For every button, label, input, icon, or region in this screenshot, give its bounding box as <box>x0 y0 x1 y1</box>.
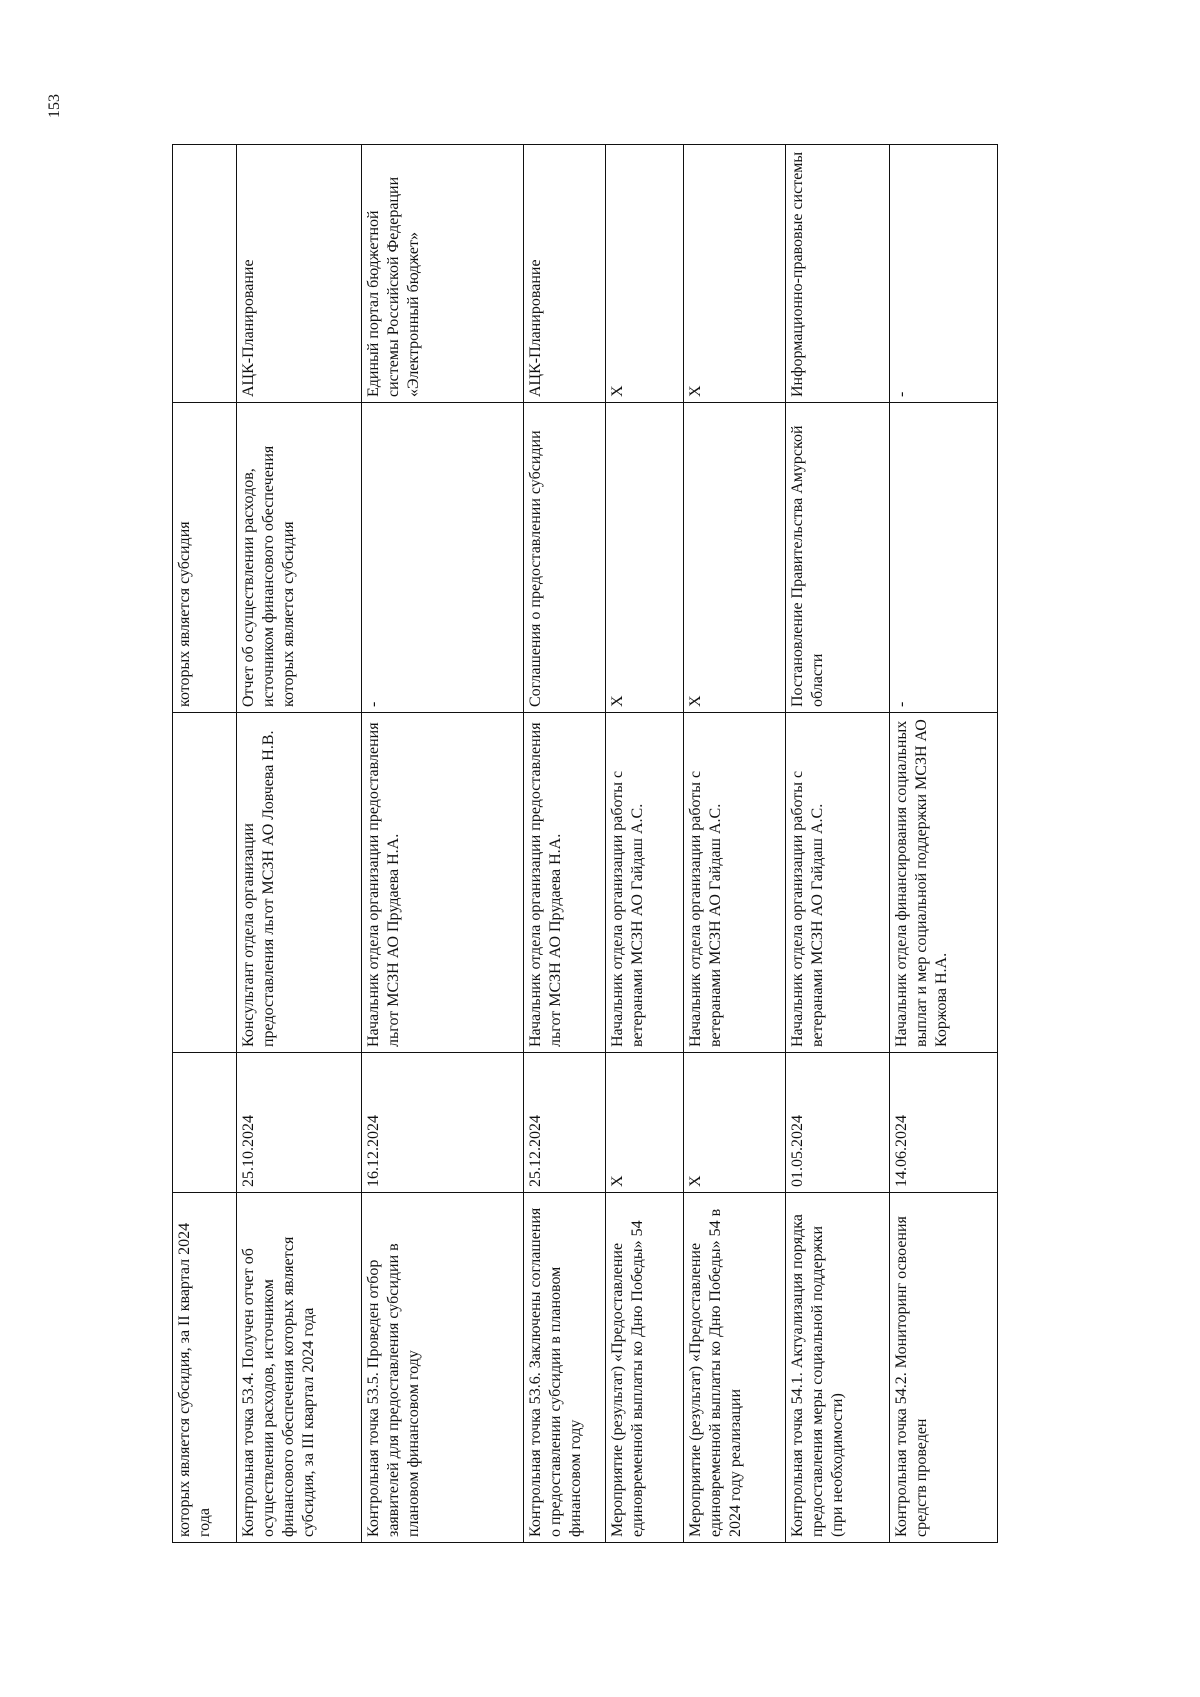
table-cell: Постановление Правительства Амурской области <box>786 403 890 713</box>
table-row <box>684 145 786 1543</box>
table-cell: Начальник отдела организации предоставления льгот МСЗН АО Прудаева Н.А. <box>362 713 524 1053</box>
table-cell: Мероприятие (результат) «Предоставление единовременной выплаты ко Дню Победы» 54 в 2024 году реализации <box>684 1193 786 1543</box>
table-cell: Контрольная точка 53.5. Проведен отбор заявителей для предоставления субсидии в плановом финансовом году <box>362 1193 524 1543</box>
table-cell: Начальник отдела организации работы с ветеранами МСЗН АО Гайдаш А.С. <box>684 713 786 1053</box>
table-cell <box>173 713 237 1053</box>
table-cell: Контрольная точка 53.4. Получен отчет об осуществлении расходов, источником финансового обеспечения которых является субсидия, за III квартал 2024 года <box>237 1193 362 1543</box>
table-row <box>606 145 684 1543</box>
table-cell: 25.10.2024 <box>237 1053 362 1193</box>
table-cell: - <box>362 403 524 713</box>
table-cell: Начальник отдела организации работы с ветеранами МСЗН АО Гайдаш А.С. <box>606 713 684 1053</box>
table-cell: АЦК-Планирование <box>237 145 362 403</box>
table-cell: Х <box>684 403 786 713</box>
table-cell: - <box>890 145 998 403</box>
table-cell: Мероприятие (результат) «Предоставление единовременной выплаты ко Дню Победы» 54 <box>606 1193 684 1543</box>
table-cell: которых является субсидия, за II квартал 2024 года <box>173 1193 237 1543</box>
table-cell: Х <box>606 1053 684 1193</box>
table-row <box>786 145 890 1543</box>
table-cell: Контрольная точка 53.6. Заключены соглашения о предоставлении субсидии в плановом финансовом году <box>524 1193 606 1543</box>
table-cell: Отчет об осуществлении расходов, источником финансового обеспечения которых является субсидия <box>237 403 362 713</box>
table-cell: Х <box>684 145 786 403</box>
table-cell: Х <box>606 403 684 713</box>
table-cell: Соглашения о предоставлении субсидии <box>524 403 606 713</box>
table-cell: Х <box>606 145 684 403</box>
table-cell: Контрольная точка 54.1. Актуализация порядка предоставления меры социальной поддержки (при необходимости) <box>786 1193 890 1543</box>
table-cell: АЦК-Планирование <box>524 145 606 403</box>
table-row <box>890 145 998 1543</box>
table-cell: Информационно-правовые системы <box>786 145 890 403</box>
page-number: 153 <box>46 94 63 118</box>
table-row <box>237 145 362 1543</box>
table-cell: Начальник отдела финансирования социальных выплат и мер социальной поддержки МСЗН АО Коржова Н.А. <box>890 713 998 1053</box>
rotated-table-container <box>172 145 997 1543</box>
table-cell: Начальник отдела организации работы с ветеранами МСЗН АО Гайдаш А.С. <box>786 713 890 1053</box>
table-row <box>173 145 237 1543</box>
table-row <box>524 145 606 1543</box>
table-row <box>362 145 524 1543</box>
table-cell: Консультант отдела организации предоставления льгот МСЗН АО Ловчева Н.В. <box>237 713 362 1053</box>
table-cell: Начальник отдела организации предоставления льгот МСЗН АО Прудаева Н.А. <box>524 713 606 1053</box>
table-cell: Контрольная точка 54.2. Мониторинг освоения средств проведен <box>890 1193 998 1543</box>
control-points-table <box>172 144 998 1543</box>
table-cell: Единый портал бюджетной системы Российской Федерации «Электронный бюджет» <box>362 145 524 403</box>
table-cell: 16.12.2024 <box>362 1053 524 1193</box>
table-cell: 25.12.2024 <box>524 1053 606 1193</box>
table-cell: которых является субсидия <box>173 403 237 713</box>
table-cell <box>173 1053 237 1193</box>
table-cell <box>173 145 237 403</box>
table-cell: Х <box>684 1053 786 1193</box>
table-cell: - <box>890 403 998 713</box>
table-cell: 01.05.2024 <box>786 1053 890 1193</box>
table-cell: 14.06.2024 <box>890 1053 998 1193</box>
